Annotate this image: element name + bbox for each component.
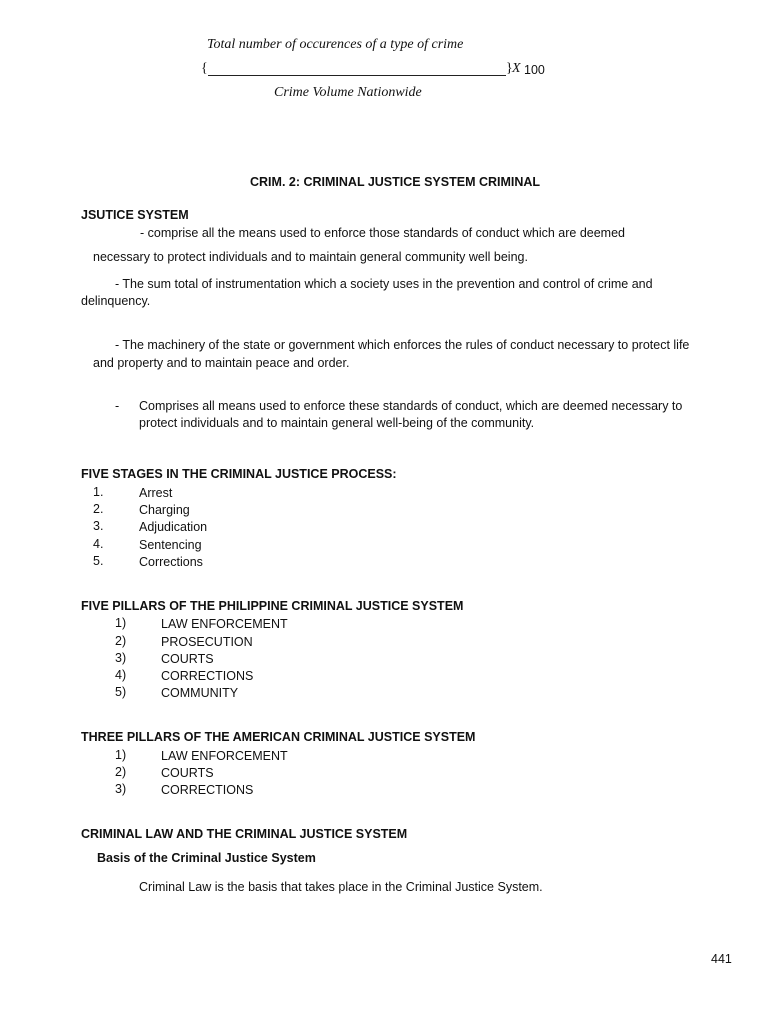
definition-line: delinquency.: [81, 294, 151, 308]
formula-numerator: Total number of occurences of a type of crime: [207, 37, 464, 52]
list-number: 3): [115, 651, 127, 665]
list-item: Charging: [139, 503, 190, 517]
formula-factor: 100: [524, 63, 545, 77]
definition-line: - The sum total of instrumentation which a society uses in the prevention and control of crime and: [115, 277, 653, 291]
formula-close-brace: }: [506, 61, 513, 76]
list-number: 5.: [93, 554, 104, 568]
section-heading: FIVE STAGES IN THE CRIMINAL JUSTICE PROCESS:: [81, 467, 397, 481]
list-item: COMMUNITY: [161, 686, 239, 700]
list-item: CORRECTIONS: [161, 783, 254, 797]
page-title: CRIM. 2: CRIMINAL JUSTICE SYSTEM CRIMINAL: [250, 175, 541, 189]
list-number: 1): [115, 748, 127, 762]
list-number: 1.: [93, 485, 104, 499]
formula-multiplier: X: [512, 61, 521, 76]
definition-line: - The machinery of the state or government which enforces the rules of conduct necessary to protect life: [115, 338, 690, 352]
fraction-line: [208, 75, 506, 76]
list-item: COURTS: [161, 652, 214, 666]
list-number: 2): [115, 634, 127, 648]
list-item: CORRECTIONS: [161, 669, 254, 683]
page-number: 441: [711, 952, 732, 966]
list-number: 1): [115, 616, 127, 630]
section-heading: THREE PILLARS OF THE AMERICAN CRIMINAL JUSTICE SYSTEM: [81, 730, 476, 744]
list-item: LAW ENFORCEMENT: [161, 617, 288, 631]
definition-line: protect individuals and to maintain general well-being of the community.: [139, 416, 535, 430]
list-number: 2): [115, 765, 127, 779]
list-item: PROSECUTION: [161, 635, 253, 649]
list-item: Corrections: [139, 555, 203, 569]
list-number: 4.: [93, 537, 104, 551]
definition-line: Comprises all means used to enforce these standards of conduct, which are deemed necessary to: [139, 399, 683, 413]
section-heading: CRIMINAL LAW AND THE CRIMINAL JUSTICE SYSTEM: [81, 827, 408, 841]
section-heading: FIVE PILLARS OF THE PHILIPPINE CRIMINAL JUSTICE SYSTEM: [81, 599, 464, 613]
definition-line: and property and to maintain peace and order.: [93, 356, 350, 370]
list-number: 3): [115, 782, 127, 796]
formula-denominator: Crime Volume Nationwide: [274, 85, 422, 100]
list-number: 4): [115, 668, 127, 682]
list-item: Sentencing: [139, 538, 202, 552]
list-number: 5): [115, 685, 127, 699]
list-number: 2.: [93, 502, 104, 516]
list-item: Adjudication: [139, 520, 208, 534]
list-item: Arrest: [139, 486, 173, 500]
definition-line: - comprise all the means used to enforce those standards of conduct which are deemed: [140, 226, 625, 240]
list-item: LAW ENFORCEMENT: [161, 749, 288, 763]
bullet-dash: -: [115, 399, 120, 413]
list-number: 3.: [93, 519, 104, 533]
body-text: Criminal Law is the basis that takes place in the Criminal Justice System.: [139, 880, 543, 894]
subheading: Basis of the Criminal Justice System: [97, 851, 316, 865]
definition-line: necessary to protect individuals and to maintain general community well being.: [93, 250, 528, 264]
list-item: COURTS: [161, 766, 214, 780]
formula-open-brace: {: [201, 61, 208, 76]
section-heading: JSUTICE SYSTEM: [81, 208, 189, 222]
